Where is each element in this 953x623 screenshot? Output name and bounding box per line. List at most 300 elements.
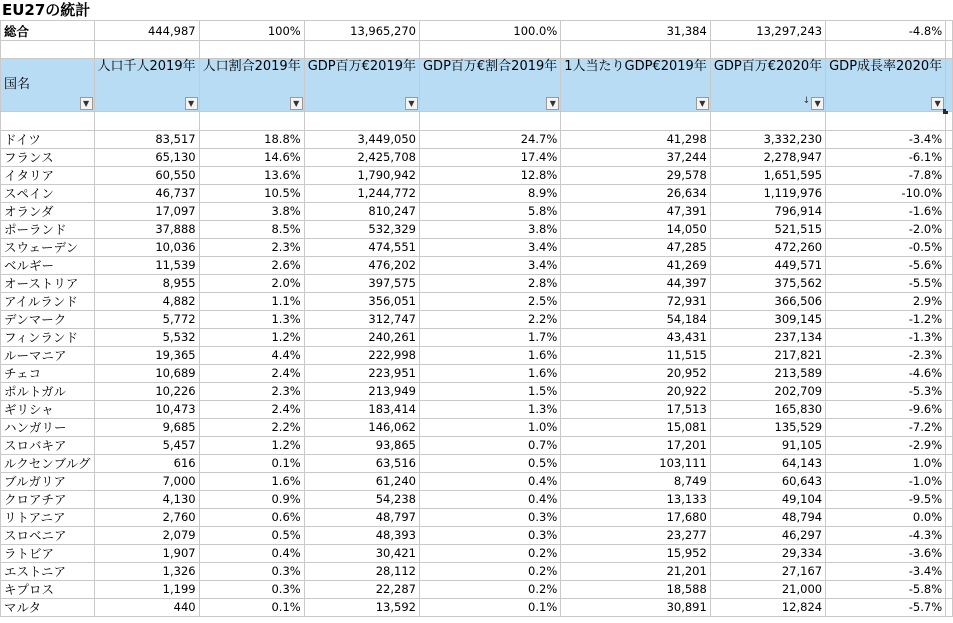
value-cell[interactable]: 21,201 xyxy=(561,563,711,581)
table-row xyxy=(1,185,953,203)
value-cell[interactable]: 10,036 xyxy=(94,239,199,257)
country-name-cell[interactable]: オーストリア xyxy=(1,275,95,293)
value-cell[interactable]: 0.3% xyxy=(419,527,560,545)
country-name-cell[interactable]: ベルギー xyxy=(1,257,95,275)
value-cell[interactable]: 18.8% xyxy=(199,131,304,149)
country-name-cell[interactable]: スウェーデン xyxy=(1,239,95,257)
empty-cell[interactable] xyxy=(946,473,953,491)
empty-cell[interactable] xyxy=(94,112,199,131)
value-cell[interactable]: 13,592 xyxy=(304,599,419,617)
value-cell[interactable]: 46,737 xyxy=(94,185,199,203)
value-cell[interactable]: -4.3% xyxy=(826,527,946,545)
value-cell[interactable]: -2.9% xyxy=(826,437,946,455)
header-country[interactable] xyxy=(1,59,95,112)
value-cell[interactable]: -7.2% xyxy=(826,419,946,437)
value-cell[interactable]: 48,393 xyxy=(304,527,419,545)
value-cell[interactable]: 48,797 xyxy=(304,509,419,527)
value-cell[interactable]: 4,130 xyxy=(94,491,199,509)
value-cell[interactable]: 213,589 xyxy=(710,365,825,383)
value-cell[interactable]: 15,952 xyxy=(561,545,711,563)
value-cell[interactable]: 0.3% xyxy=(199,581,304,599)
value-cell[interactable]: 2.0% xyxy=(199,275,304,293)
value-cell[interactable]: -1.0% xyxy=(826,473,946,491)
value-cell[interactable]: 91,105 xyxy=(710,437,825,455)
header-row xyxy=(1,59,953,112)
empty-cell[interactable] xyxy=(946,239,953,257)
value-cell[interactable]: 4,882 xyxy=(94,293,199,311)
empty-cell[interactable] xyxy=(946,293,953,311)
total-cell[interactable]: 13,297,243 xyxy=(710,21,825,41)
value-cell[interactable]: 476,202 xyxy=(304,257,419,275)
empty-cell[interactable] xyxy=(1,112,95,131)
value-cell[interactable]: -1.2% xyxy=(826,311,946,329)
value-cell[interactable]: 0.5% xyxy=(419,455,560,473)
value-cell[interactable]: 83,517 xyxy=(94,131,199,149)
value-cell[interactable]: 397,575 xyxy=(304,275,419,293)
value-cell[interactable]: 1.2% xyxy=(199,437,304,455)
value-cell[interactable]: 47,285 xyxy=(561,239,711,257)
value-cell[interactable]: 1,790,942 xyxy=(304,167,419,185)
country-name-cell[interactable]: ラトビア xyxy=(1,545,95,563)
value-cell[interactable]: 2.5% xyxy=(419,293,560,311)
value-cell[interactable]: -9.5% xyxy=(826,491,946,509)
country-name-cell[interactable]: マルタ xyxy=(1,599,95,617)
value-cell[interactable]: 72,931 xyxy=(561,293,711,311)
empty-cell[interactable] xyxy=(946,563,953,581)
country-name-cell[interactable]: デンマーク xyxy=(1,311,95,329)
value-cell[interactable]: 46,297 xyxy=(710,527,825,545)
value-cell[interactable]: 2,079 xyxy=(94,527,199,545)
value-cell[interactable]: 30,891 xyxy=(561,599,711,617)
value-cell[interactable]: 8,749 xyxy=(561,473,711,491)
value-cell[interactable]: 3,332,230 xyxy=(710,131,825,149)
value-cell[interactable]: 449,571 xyxy=(710,257,825,275)
empty-cell[interactable] xyxy=(199,112,304,131)
empty-cell[interactable] xyxy=(946,41,953,59)
total-cell[interactable]: 13,965,270 xyxy=(304,21,419,41)
value-cell[interactable]: 1.2% xyxy=(199,329,304,347)
empty-cell[interactable] xyxy=(710,112,825,131)
header-gdp-2019[interactable] xyxy=(304,59,419,112)
value-cell[interactable]: 2.4% xyxy=(199,401,304,419)
value-cell[interactable]: 532,329 xyxy=(304,221,419,239)
value-cell[interactable]: 0.5% xyxy=(199,527,304,545)
empty-cell[interactable] xyxy=(946,347,953,365)
value-cell[interactable]: 43,431 xyxy=(561,329,711,347)
value-cell[interactable]: 1.6% xyxy=(199,473,304,491)
filter-dropdown-icon[interactable]: ▼ xyxy=(696,97,709,110)
filter-dropdown-icon[interactable]: ▼ xyxy=(80,97,93,110)
table-row xyxy=(1,473,953,491)
value-cell[interactable]: -9.6% xyxy=(826,401,946,419)
filter-dropdown-icon[interactable]: ▼ xyxy=(811,97,824,110)
value-cell[interactable]: -5.6% xyxy=(826,257,946,275)
value-cell[interactable]: 13.6% xyxy=(199,167,304,185)
value-cell[interactable]: 7,000 xyxy=(94,473,199,491)
value-cell[interactable]: 0.1% xyxy=(419,599,560,617)
value-cell[interactable]: 4.4% xyxy=(199,347,304,365)
total-cell[interactable]: 31,384 xyxy=(561,21,711,41)
value-cell[interactable]: 1,119,976 xyxy=(710,185,825,203)
empty-cell[interactable] xyxy=(946,59,953,112)
value-cell[interactable]: 0.6% xyxy=(199,509,304,527)
value-cell[interactable]: 135,529 xyxy=(710,419,825,437)
value-cell[interactable]: -3.4% xyxy=(826,131,946,149)
value-cell[interactable]: 17,201 xyxy=(561,437,711,455)
value-cell[interactable]: 14,050 xyxy=(561,221,711,239)
value-cell[interactable]: 3,449,050 xyxy=(304,131,419,149)
value-cell[interactable]: 5.8% xyxy=(419,203,560,221)
country-name-cell[interactable]: スロバキア xyxy=(1,437,95,455)
country-name-cell[interactable]: ルクセンブルグ xyxy=(1,455,95,473)
country-name-cell[interactable]: ドイツ xyxy=(1,131,95,149)
value-cell[interactable]: 12.8% xyxy=(419,167,560,185)
value-cell[interactable]: 48,794 xyxy=(710,509,825,527)
value-cell[interactable]: 1.0% xyxy=(826,455,946,473)
value-cell[interactable]: 10,226 xyxy=(94,383,199,401)
value-cell[interactable]: 2.2% xyxy=(419,311,560,329)
header-population-share[interactable] xyxy=(199,59,304,112)
value-cell[interactable]: 217,821 xyxy=(710,347,825,365)
value-cell[interactable]: 2.2% xyxy=(199,419,304,437)
empty-cell[interactable] xyxy=(946,509,953,527)
table-row xyxy=(1,275,953,293)
value-cell[interactable]: 65,130 xyxy=(94,149,199,167)
empty-cell[interactable] xyxy=(946,401,953,419)
value-cell[interactable]: 1,244,772 xyxy=(304,185,419,203)
value-cell[interactable]: 103,111 xyxy=(561,455,711,473)
value-cell[interactable]: 1,326 xyxy=(94,563,199,581)
country-name-cell[interactable]: ギリシャ xyxy=(1,401,95,419)
country-name-cell[interactable]: クロアチア xyxy=(1,491,95,509)
value-cell[interactable]: 1.3% xyxy=(419,401,560,419)
empty-cell[interactable] xyxy=(561,41,711,59)
value-cell[interactable]: 1.6% xyxy=(419,365,560,383)
country-name-cell[interactable]: アイルランド xyxy=(1,293,95,311)
value-cell[interactable]: 2.3% xyxy=(199,239,304,257)
value-cell[interactable]: 165,830 xyxy=(710,401,825,419)
value-cell[interactable]: 37,244 xyxy=(561,149,711,167)
value-cell[interactable]: 1.1% xyxy=(199,293,304,311)
value-cell[interactable]: -2.0% xyxy=(826,221,946,239)
value-cell[interactable]: 30,421 xyxy=(304,545,419,563)
value-cell[interactable]: 9,685 xyxy=(94,419,199,437)
value-cell[interactable]: 47,391 xyxy=(561,203,711,221)
filter-dropdown-icon[interactable]: ▼ xyxy=(185,97,198,110)
header-gdp-2020[interactable] xyxy=(710,59,825,112)
header-population[interactable] xyxy=(94,59,199,112)
filter-dropdown-icon[interactable]: ▼ xyxy=(546,97,559,110)
empty-cell[interactable] xyxy=(946,599,953,617)
value-cell[interactable]: 3.8% xyxy=(199,203,304,221)
value-cell[interactable]: 1.7% xyxy=(419,329,560,347)
value-cell[interactable]: 14.6% xyxy=(199,149,304,167)
value-cell[interactable]: 366,506 xyxy=(710,293,825,311)
empty-cell[interactable] xyxy=(946,131,953,149)
value-cell[interactable]: 29,334 xyxy=(710,545,825,563)
value-cell[interactable]: 240,261 xyxy=(304,329,419,347)
value-cell[interactable]: 0.2% xyxy=(419,545,560,563)
empty-cell[interactable] xyxy=(946,311,953,329)
filter-dropdown-icon[interactable]: ▼ xyxy=(290,97,303,110)
value-cell[interactable]: 93,865 xyxy=(304,437,419,455)
country-name-cell[interactable]: スロベニア xyxy=(1,527,95,545)
value-cell[interactable]: 237,134 xyxy=(710,329,825,347)
value-cell[interactable]: -10.0% xyxy=(826,185,946,203)
value-cell[interactable]: 2.4% xyxy=(199,365,304,383)
value-cell[interactable]: 21,000 xyxy=(710,581,825,599)
country-name-cell[interactable]: エストニア xyxy=(1,563,95,581)
value-cell[interactable]: 17.4% xyxy=(419,149,560,167)
value-cell[interactable]: 17,513 xyxy=(561,401,711,419)
value-cell[interactable]: 28,112 xyxy=(304,563,419,581)
value-cell[interactable]: 222,998 xyxy=(304,347,419,365)
value-cell[interactable]: 183,414 xyxy=(304,401,419,419)
value-cell[interactable]: 1,199 xyxy=(94,581,199,599)
empty-cell[interactable] xyxy=(946,257,953,275)
empty-cell[interactable] xyxy=(946,419,953,437)
value-cell[interactable]: 49,104 xyxy=(710,491,825,509)
value-cell[interactable]: 10,473 xyxy=(94,401,199,419)
value-cell[interactable]: 0.3% xyxy=(199,563,304,581)
country-name-cell[interactable]: フィンランド xyxy=(1,329,95,347)
value-cell[interactable]: 0.9% xyxy=(199,491,304,509)
empty-cell[interactable] xyxy=(419,112,560,131)
country-name-cell[interactable]: スペイン xyxy=(1,185,95,203)
country-name-cell[interactable]: ポルトガル xyxy=(1,383,95,401)
empty-cell[interactable] xyxy=(1,41,95,59)
header-label: GDP百万€割合2019年 xyxy=(422,59,558,74)
value-cell[interactable]: 1.0% xyxy=(419,419,560,437)
empty-cell[interactable] xyxy=(946,149,953,167)
value-cell[interactable]: 60,550 xyxy=(94,167,199,185)
spreadsheet-grid xyxy=(0,20,953,617)
empty-cell[interactable] xyxy=(710,41,825,59)
value-cell[interactable]: 8.9% xyxy=(419,185,560,203)
country-name-cell[interactable]: イタリア xyxy=(1,167,95,185)
value-cell[interactable]: 2.8% xyxy=(419,275,560,293)
value-cell[interactable]: 1.5% xyxy=(419,383,560,401)
table-row xyxy=(1,527,953,545)
country-name-cell[interactable]: フランス xyxy=(1,149,95,167)
value-cell[interactable]: 3.8% xyxy=(419,221,560,239)
value-cell[interactable]: 8,955 xyxy=(94,275,199,293)
empty-cell[interactable] xyxy=(946,455,953,473)
value-cell[interactable]: 54,184 xyxy=(561,311,711,329)
empty-cell[interactable] xyxy=(946,527,953,545)
value-cell[interactable]: 26,634 xyxy=(561,185,711,203)
country-name-cell[interactable]: ポーランド xyxy=(1,221,95,239)
value-cell[interactable]: 616 xyxy=(94,455,199,473)
value-cell[interactable]: -0.5% xyxy=(826,239,946,257)
value-cell[interactable]: -5.7% xyxy=(826,599,946,617)
empty-cell[interactable] xyxy=(946,21,953,41)
empty-cell[interactable] xyxy=(946,581,953,599)
empty-cell[interactable] xyxy=(946,275,953,293)
empty-cell[interactable] xyxy=(946,203,953,221)
value-cell[interactable]: 20,952 xyxy=(561,365,711,383)
value-cell[interactable]: 54,238 xyxy=(304,491,419,509)
country-name-cell[interactable]: オランダ xyxy=(1,203,95,221)
empty-cell[interactable] xyxy=(946,112,953,131)
empty-cell[interactable] xyxy=(946,185,953,203)
value-cell[interactable]: 10.5% xyxy=(199,185,304,203)
value-cell[interactable]: 27,167 xyxy=(710,563,825,581)
spacer-row xyxy=(1,112,953,131)
value-cell[interactable]: 17,680 xyxy=(561,509,711,527)
value-cell[interactable]: 1.3% xyxy=(199,311,304,329)
total-cell[interactable]: 444,987 xyxy=(94,21,199,41)
value-cell[interactable]: 8.5% xyxy=(199,221,304,239)
value-cell[interactable]: 44,397 xyxy=(561,275,711,293)
value-cell[interactable]: 309,145 xyxy=(710,311,825,329)
value-cell[interactable]: 0.7% xyxy=(419,437,560,455)
value-cell[interactable]: 0.1% xyxy=(199,455,304,473)
value-cell[interactable]: 17,097 xyxy=(94,203,199,221)
value-cell[interactable]: 0.4% xyxy=(419,491,560,509)
value-cell[interactable]: 472,260 xyxy=(710,239,825,257)
country-name-cell[interactable]: ルーマニア xyxy=(1,347,95,365)
value-cell[interactable]: 0.1% xyxy=(199,599,304,617)
value-cell[interactable]: 5,457 xyxy=(94,437,199,455)
value-cell[interactable]: -5.8% xyxy=(826,581,946,599)
value-cell[interactable]: 521,515 xyxy=(710,221,825,239)
value-cell[interactable]: 18,588 xyxy=(561,581,711,599)
value-cell[interactable]: 2,425,708 xyxy=(304,149,419,167)
country-name-cell[interactable]: ブルガリア xyxy=(1,473,95,491)
value-cell[interactable]: 2.6% xyxy=(199,257,304,275)
value-cell[interactable]: 0.2% xyxy=(419,563,560,581)
value-cell[interactable]: 0.0% xyxy=(826,509,946,527)
value-cell[interactable]: 2.3% xyxy=(199,383,304,401)
header-growth-2020[interactable] xyxy=(826,59,946,112)
empty-cell[interactable] xyxy=(946,383,953,401)
table-row xyxy=(1,545,953,563)
value-cell[interactable]: 312,747 xyxy=(304,311,419,329)
value-cell[interactable]: 11,515 xyxy=(561,347,711,365)
header-gdp-share[interactable] xyxy=(419,59,560,112)
value-cell[interactable]: 29,578 xyxy=(561,167,711,185)
empty-cell[interactable] xyxy=(946,329,953,347)
country-name-cell[interactable]: キプロス xyxy=(1,581,95,599)
total-cell[interactable]: 100.0% xyxy=(419,21,560,41)
value-cell[interactable]: 0.2% xyxy=(419,581,560,599)
value-cell[interactable]: 146,062 xyxy=(304,419,419,437)
total-cell[interactable]: -4.8% xyxy=(826,21,946,41)
value-cell[interactable]: 810,247 xyxy=(304,203,419,221)
empty-cell[interactable] xyxy=(419,41,560,59)
empty-cell[interactable] xyxy=(946,365,953,383)
value-cell[interactable]: 19,365 xyxy=(94,347,199,365)
value-cell[interactable]: 37,888 xyxy=(94,221,199,239)
value-cell[interactable]: 1.6% xyxy=(419,347,560,365)
value-cell[interactable]: 11,539 xyxy=(94,257,199,275)
value-cell[interactable]: 22,287 xyxy=(304,581,419,599)
country-name-cell[interactable]: チェコ xyxy=(1,365,95,383)
value-cell[interactable]: 13,133 xyxy=(561,491,711,509)
value-cell[interactable]: 796,914 xyxy=(710,203,825,221)
empty-cell[interactable] xyxy=(946,437,953,455)
empty-cell[interactable] xyxy=(946,545,953,563)
value-cell[interactable]: -7.8% xyxy=(826,167,946,185)
value-cell[interactable]: 0.3% xyxy=(419,509,560,527)
value-cell[interactable]: -1.3% xyxy=(826,329,946,347)
value-cell[interactable]: 375,562 xyxy=(710,275,825,293)
value-cell[interactable]: 12,824 xyxy=(710,599,825,617)
value-cell[interactable]: 356,051 xyxy=(304,293,419,311)
empty-cell[interactable] xyxy=(946,167,953,185)
totals-label[interactable]: 総合 xyxy=(1,21,95,41)
value-cell[interactable]: 60,643 xyxy=(710,473,825,491)
header-gdp-per-capita[interactable] xyxy=(561,59,711,112)
filter-dropdown-icon[interactable]: ▼ xyxy=(405,97,418,110)
empty-cell[interactable] xyxy=(561,112,711,131)
value-cell[interactable]: -5.3% xyxy=(826,383,946,401)
value-cell[interactable]: 3.4% xyxy=(419,257,560,275)
value-cell[interactable]: 5,772 xyxy=(94,311,199,329)
value-cell[interactable]: 202,709 xyxy=(710,383,825,401)
value-cell[interactable]: -6.1% xyxy=(826,149,946,167)
value-cell[interactable]: 15,081 xyxy=(561,419,711,437)
value-cell[interactable]: 223,951 xyxy=(304,365,419,383)
country-name-cell[interactable]: リトアニア xyxy=(1,509,95,527)
table-row xyxy=(1,401,953,419)
sheet-title: EU27の統計 xyxy=(2,1,91,19)
empty-cell[interactable] xyxy=(946,491,953,509)
empty-cell[interactable] xyxy=(826,112,946,131)
country-name-cell[interactable]: ハンガリー xyxy=(1,419,95,437)
value-cell[interactable]: -3.6% xyxy=(826,545,946,563)
table-row xyxy=(1,167,953,185)
value-cell[interactable]: 213,949 xyxy=(304,383,419,401)
value-cell[interactable]: 61,240 xyxy=(304,473,419,491)
value-cell[interactable]: 41,298 xyxy=(561,131,711,149)
value-cell[interactable]: 23,277 xyxy=(561,527,711,545)
empty-cell[interactable] xyxy=(946,221,953,239)
value-cell[interactable]: 440 xyxy=(94,599,199,617)
empty-cell[interactable] xyxy=(826,41,946,59)
value-cell[interactable]: 5,532 xyxy=(94,329,199,347)
table-row xyxy=(1,203,953,221)
value-cell[interactable]: 0.4% xyxy=(199,545,304,563)
total-cell[interactable]: 100% xyxy=(199,21,304,41)
value-cell[interactable]: 41,269 xyxy=(561,257,711,275)
empty-cell[interactable] xyxy=(304,112,419,131)
value-cell[interactable]: 64,143 xyxy=(710,455,825,473)
value-cell[interactable]: 10,689 xyxy=(94,365,199,383)
empty-cell[interactable] xyxy=(199,41,304,59)
value-cell[interactable]: 0.4% xyxy=(419,473,560,491)
value-cell[interactable]: -1.6% xyxy=(826,203,946,221)
value-cell[interactable]: -2.3% xyxy=(826,347,946,365)
empty-cell[interactable] xyxy=(94,41,199,59)
value-cell[interactable]: 2,760 xyxy=(94,509,199,527)
value-cell[interactable]: 474,551 xyxy=(304,239,419,257)
value-cell[interactable]: 3.4% xyxy=(419,239,560,257)
value-cell[interactable]: 63,516 xyxy=(304,455,419,473)
filter-dropdown-icon[interactable]: ▼ xyxy=(931,97,944,110)
value-cell[interactable]: 1,651,595 xyxy=(710,167,825,185)
value-cell[interactable]: 20,922 xyxy=(561,383,711,401)
value-cell[interactable]: 1,907 xyxy=(94,545,199,563)
value-cell[interactable]: 24.7% xyxy=(419,131,560,149)
value-cell[interactable]: -3.4% xyxy=(826,563,946,581)
value-cell[interactable]: -5.5% xyxy=(826,275,946,293)
empty-cell[interactable] xyxy=(304,41,419,59)
value-cell[interactable]: 2,278,947 xyxy=(710,149,825,167)
value-cell[interactable]: -4.6% xyxy=(826,365,946,383)
value-cell[interactable]: 2.9% xyxy=(826,293,946,311)
